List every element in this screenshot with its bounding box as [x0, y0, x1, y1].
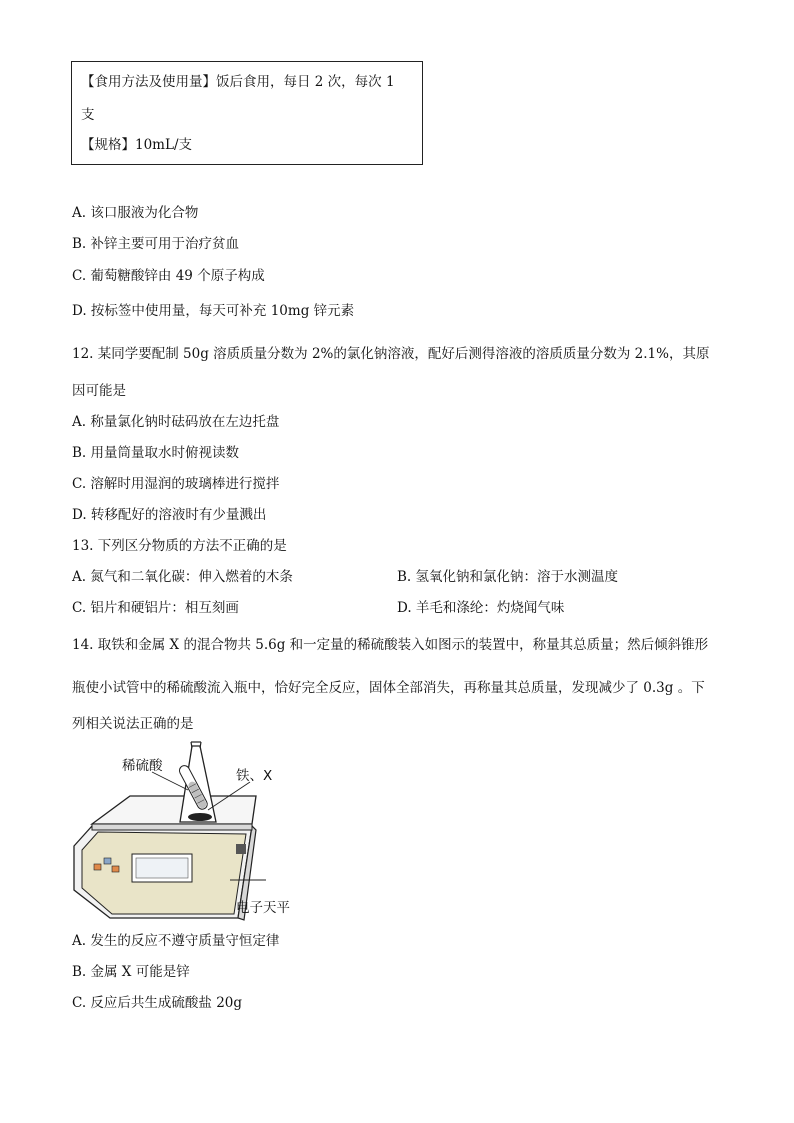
q11-option-b: B. 补锌主要可用于治疗贫血 [72, 236, 240, 252]
label-electronic-balance: 电子天平 [236, 900, 290, 916]
label-dilute-sulfuric-acid: 稀硫酸 [122, 758, 163, 774]
q11-option-d: D. 按标签中使用量，每天可补充 10mg 锌元素 [72, 303, 355, 319]
balance-platform [92, 796, 256, 824]
q14-stem-line-1: 14. 取铁和金属 X 的混合物共 5.6g 和一定量的稀硫酸装入如图示的装置中，称量其总质量；然后倾斜锥形 [72, 637, 709, 653]
usage-line-1: 【食用方法及使用量】饭后食用，每日 2 次，每次 1 [81, 74, 395, 90]
q14-option-b: B. 金属 X 可能是锌 [72, 964, 190, 980]
q13-option-b: B. 氢氧化钠和氯化钠：溶于水测温度 [397, 569, 619, 585]
q13-stem: 13. 下列区分物质的方法不正确的是 [72, 538, 287, 554]
q14-stem-line-2: 瓶使小试管中的稀硫酸流入瓶中，恰好完全反应，固体全部消失，再称量其总质量，发现减少了 0.3g 。下 [72, 680, 705, 696]
q12-option-d: D. 转移配好的溶液时有少量溅出 [72, 507, 267, 523]
q13-option-a: A. 氮气和二氧化碳：伸入燃着的木条 [72, 569, 293, 585]
usage-line-2: 支 [81, 107, 95, 123]
q12-option-a: A. 称量氯化钠时砝码放在左边托盘 [72, 414, 280, 430]
spec-line: 【规格】10mL/支 [81, 137, 192, 153]
balance-button-orange-2 [112, 866, 119, 872]
q14-stem-line-3: 列相关说法正确的是 [72, 716, 194, 732]
q12-stem-line-1: 12. 某同学要配制 50g 溶质质量分数为 2%的氯化钠溶液，配好后测得溶液的溶质质量分数为 2.1%，其原 [72, 346, 710, 362]
q12-option-b: B. 用量筒量取水时俯视读数 [72, 445, 240, 461]
q11-option-c: C. 葡萄糖酸锌由 49 个原子构成 [72, 268, 265, 284]
balance-figure [70, 738, 310, 924]
metal-powder [188, 813, 212, 821]
q13-option-d: D. 羊毛和涤纶：灼烧闻气味 [397, 600, 565, 616]
q12-option-c: C. 溶解时用湿润的玻璃棒进行搅拌 [72, 476, 280, 492]
balance-button-orange-1 [94, 864, 101, 870]
label-iron-x: 铁、X [236, 768, 273, 784]
q14-option-a: A. 发生的反应不遵守质量守恒定律 [72, 933, 280, 949]
balance-button-blue [104, 858, 111, 864]
q11-option-a: A. 该口服液为化合物 [72, 205, 199, 221]
q13-option-c: C. 铝片和硬铝片：相互刻画 [72, 600, 239, 616]
q12-stem-line-2: 因可能是 [72, 383, 126, 399]
q14-option-c: C. 反应后共生成硫酸盐 20g [72, 995, 243, 1011]
